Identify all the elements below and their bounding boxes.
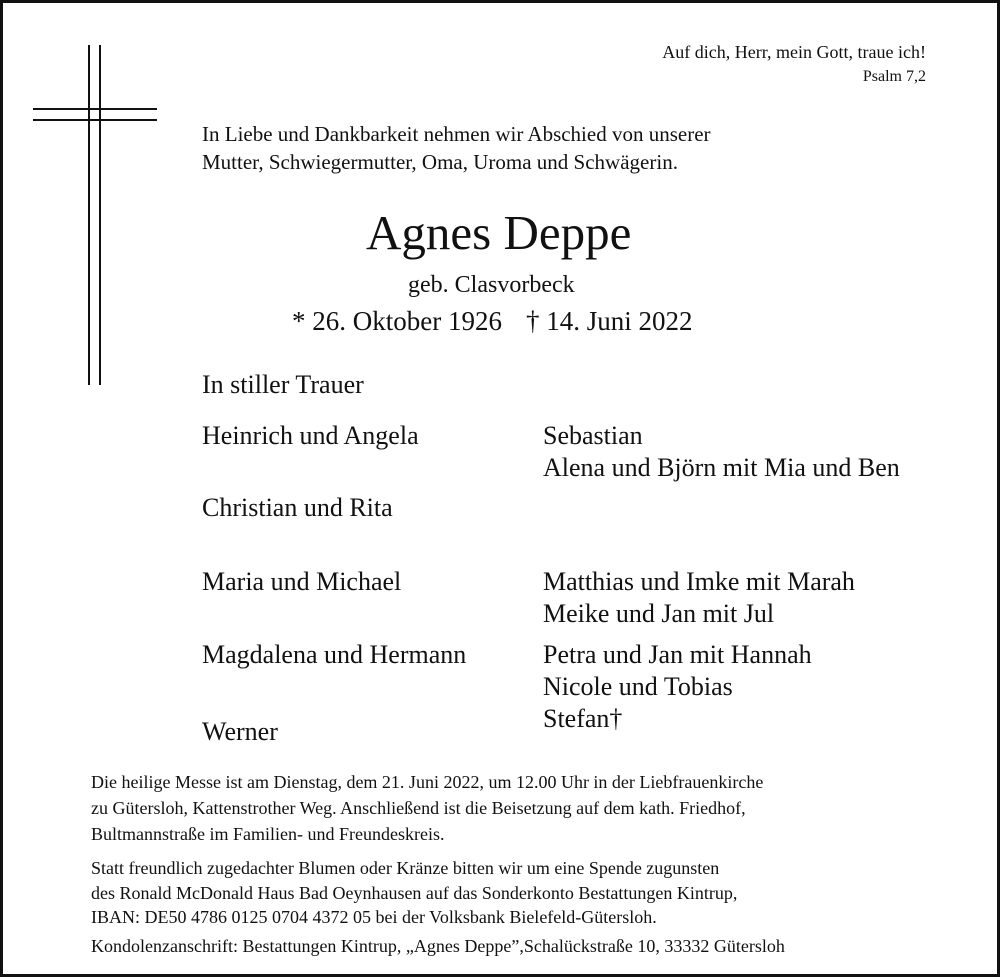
- life-dates: [292, 308, 693, 335]
- donation-line-1: Statt freundlich zugedachter Blumen oder Kränze bitten wir um eine Spende zugunsten: [91, 858, 720, 878]
- mourners-heading: In stiller Trauer: [202, 370, 364, 399]
- intro-line-2: Mutter, Schwiegermutter, Oma, Uroma und Schwägerin.: [202, 150, 678, 174]
- mourner-left-2: Christian und Rita: [202, 493, 393, 522]
- donation-line-2: des Ronald McDonald Haus Bad Oeynhausen auf das Sonderkonto Bestattungen Kintrup,: [91, 883, 738, 903]
- mourner-left-4: Magdalena und Hermann: [202, 640, 467, 669]
- mourner-right-1: Sebastian: [543, 421, 643, 450]
- mourner-right-6: Nicole und Tobias: [543, 672, 733, 701]
- maiden-name: geb. Clasvorbeck: [408, 272, 575, 298]
- mourner-left-3: Maria und Michael: [202, 567, 402, 596]
- condolence-address: Kondolenzanschrift: Bestattungen Kintrup, „Agnes Deppe”,Schalückstraße 10, 33332 Gütersloh: [91, 936, 785, 956]
- service-line-2: zu Gütersloh, Kattenstrother Weg. Anschließend ist die Beisetzung auf dem kath. Friedhof,: [91, 798, 746, 818]
- mourner-right-2: Alena und Björn mit Mia und Ben: [543, 453, 900, 482]
- death-date: † 14. Juni 2022: [525, 306, 693, 336]
- mourner-left-1: Heinrich und Angela: [202, 421, 419, 450]
- mourner-right-7: Stefan†: [543, 704, 623, 733]
- service-line-1: Die heilige Messe ist am Dienstag, dem 21. Juni 2022, um 12.00 Uhr in der Liebfrauenkirche: [91, 772, 764, 792]
- birth-date: * 26. Oktober 1926: [292, 306, 502, 336]
- psalm-quote: Auf dich, Herr, mein Gott, traue ich!: [662, 42, 926, 62]
- intro-line-1: In Liebe und Dankbarkeit nehmen wir Abschied von unserer: [202, 122, 711, 146]
- cross-icon: [33, 45, 157, 385]
- mourner-right-3: Matthias und Imke mit Marah: [543, 567, 855, 596]
- deceased-name: Agnes Deppe: [366, 205, 632, 260]
- service-line-3: Bultmannstraße im Familien- und Freundeskreis.: [91, 824, 445, 844]
- mourner-left-5: Werner: [202, 717, 278, 746]
- donation-line-3: IBAN: DE50 4786 0125 0704 4372 05 bei der Volksbank Bielefeld-Gütersloh.: [91, 907, 657, 927]
- psalm-reference: Psalm 7,2: [862, 68, 926, 85]
- mourner-right-5: Petra und Jan mit Hannah: [543, 640, 812, 669]
- mourner-right-4: Meike und Jan mit Jul: [543, 599, 775, 628]
